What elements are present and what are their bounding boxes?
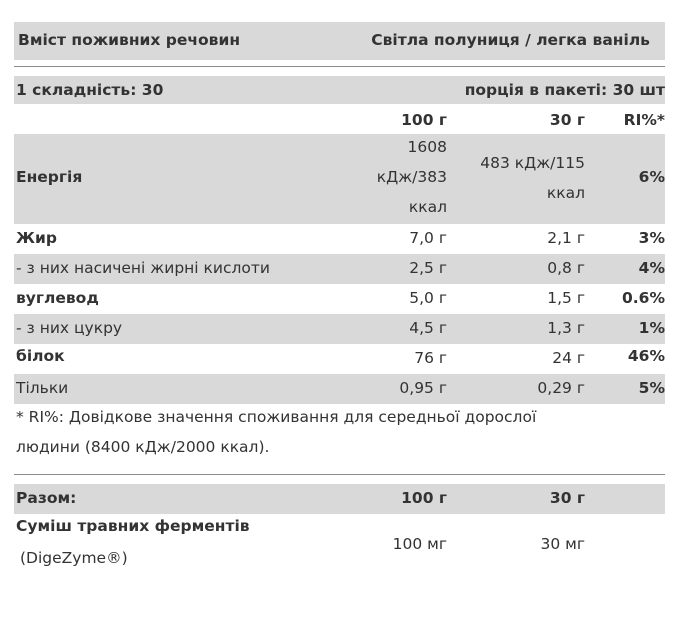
col-per100: 100 г — [401, 111, 447, 129]
nutrient-per30: 24 г — [552, 349, 585, 367]
header-flavor: Світла полуниця / легка ваніль — [371, 31, 650, 49]
enzyme-row — [14, 514, 665, 576]
nutrient-per30: 0,8 г — [547, 259, 585, 277]
header-row — [14, 22, 665, 60]
nutrient-row — [14, 224, 665, 254]
nutrient-row-energy — [14, 134, 665, 224]
enzyme-per30: 30 мг — [540, 535, 585, 553]
energy-per100-line3: ккал — [408, 198, 447, 216]
column-header-row — [14, 106, 665, 136]
serving-complexity: 1 складність: 30 — [16, 81, 164, 99]
header-title: Вміст поживних речовин — [18, 31, 241, 49]
total-per100: 100 г — [401, 489, 447, 507]
energy-ri: 6% — [638, 168, 665, 186]
footnote-line2: людини (8400 кДж/2000 ккал). — [16, 438, 270, 456]
energy-per100-line2: кДж/383 — [376, 168, 447, 186]
nutrient-per100: 76 г — [414, 349, 447, 367]
nutrient-name: Жир — [16, 229, 57, 247]
nutrient-per30: 0,29 г — [537, 379, 585, 397]
total-row — [14, 484, 665, 514]
energy-per30-line2: ккал — [546, 184, 585, 202]
nutrient-per100: 7,0 г — [409, 229, 447, 247]
divider — [14, 66, 665, 67]
serving-per-pack: порція в пакеті: 30 шт — [464, 81, 665, 99]
enzyme-per100: 100 мг — [392, 535, 447, 553]
nutrient-ri: 46% — [627, 347, 665, 365]
col-ri: RI%* — [623, 111, 665, 129]
nutrient-row — [14, 284, 665, 314]
footnote-line1: * RI%: Довідкове значення споживання для середньої дорослої — [16, 408, 537, 426]
total-label: Разом: — [16, 489, 77, 507]
nutrient-per100: 2,5 г — [409, 259, 447, 277]
nutrient-name: білок — [16, 347, 65, 365]
nutrient-per30: 2,1 г — [547, 229, 585, 247]
nutrient-name: Тільки — [16, 379, 69, 397]
nutrient-name: - з них цукру — [16, 319, 123, 337]
nutrient-ri: 1% — [638, 319, 665, 337]
nutrient-row — [14, 314, 665, 344]
nutrient-per100: 5,0 г — [409, 289, 447, 307]
enzyme-brand: (DigeZyme®) — [20, 549, 128, 567]
total-per30: 30 г — [549, 489, 585, 507]
nutrient-ri: 5% — [638, 379, 665, 397]
col-per30: 30 г — [549, 111, 585, 129]
nutrient-row — [14, 254, 665, 284]
nutrient-per30: 1,5 г — [547, 289, 585, 307]
enzyme-name: Суміш травних ферментів — [16, 517, 250, 535]
footnote — [14, 406, 665, 466]
nutrient-per100: 4,5 г — [409, 319, 447, 337]
nutrient-per30: 1,3 г — [547, 319, 585, 337]
nutrient-ri: 4% — [638, 259, 665, 277]
nutrient-name: вуглевод — [16, 289, 99, 307]
nutrient-ri: 3% — [638, 229, 665, 247]
nutrient-per100: 0,95 г — [399, 379, 447, 397]
nutrient-ri: 0.6% — [622, 289, 665, 307]
energy-per30-line1: 483 кДж/115 — [480, 154, 585, 172]
energy-per100-line1: 1608 — [407, 138, 447, 156]
nutrient-name: Енергія — [16, 168, 83, 186]
nutrient-row — [14, 374, 665, 404]
serving-row — [14, 76, 665, 104]
divider — [14, 474, 665, 475]
nutrient-name: - з них насичені жирні кислоти — [16, 259, 270, 277]
nutrient-row — [14, 344, 665, 374]
